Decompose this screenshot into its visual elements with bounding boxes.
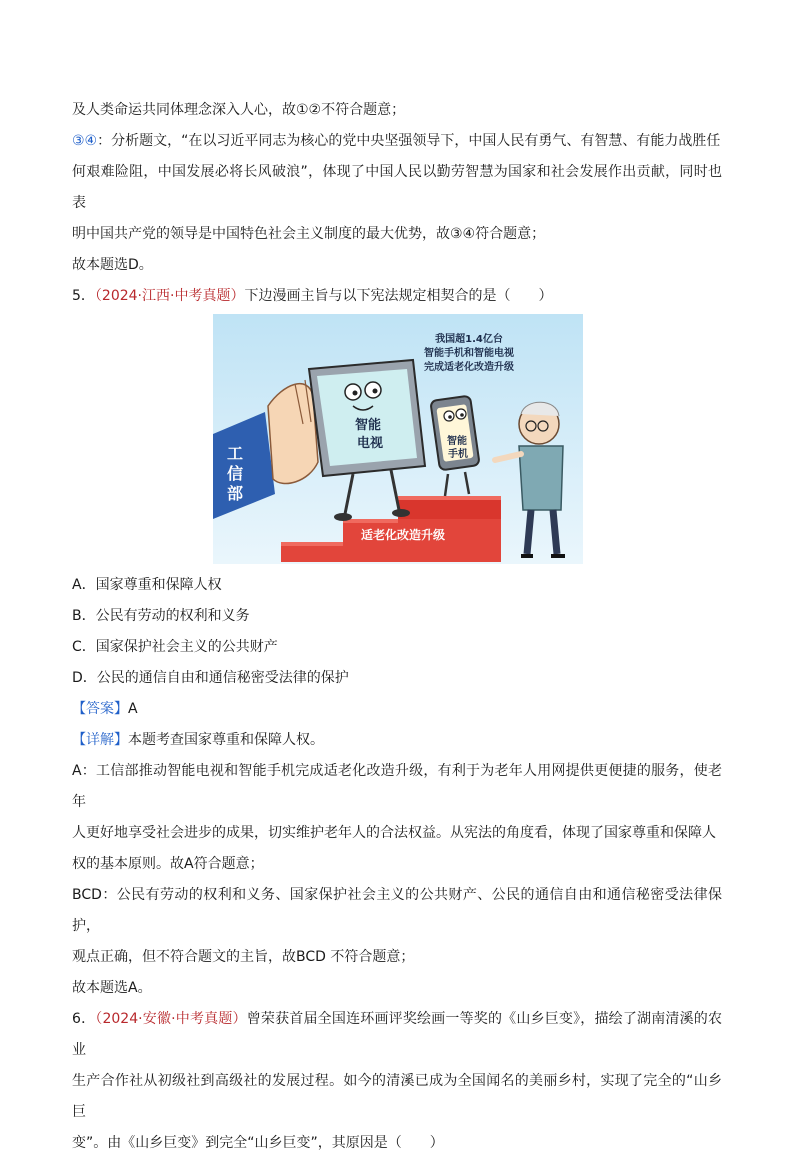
question-text: 曾荣获首届全国连环画评奖绘画一等奖的《山乡巨变》，描绘了湖南清溪的农业 xyxy=(72,1011,723,1058)
tv-label-1: 智能 xyxy=(354,418,382,433)
option-marker: ③④ xyxy=(72,133,98,149)
prev-answer-conclusion: 故本题选D。 xyxy=(72,257,153,273)
question-source: （2024·江西·中考真题） xyxy=(94,288,245,304)
cartoon-illustration xyxy=(213,314,583,564)
prev-answer-line-4: 明中国共产党的领导是中国特色社会主义制度的最大优势，故③④符合题意； xyxy=(72,226,546,242)
question-5-conclusion: 故本题选A。 xyxy=(72,980,152,996)
detail-label: 【详解】 xyxy=(72,732,128,748)
option-d: D．公民的通信自由和通信秘密受法律的保护 xyxy=(72,670,349,686)
detail-line xyxy=(72,725,722,756)
stairs-label: 适老化改造升级 xyxy=(360,528,446,542)
option-a: A．国家尊重和保障人权 xyxy=(72,577,222,593)
answer-value: A xyxy=(128,701,138,717)
explanation-a-3: 权的基本原则。故A符合题意； xyxy=(72,856,264,872)
phone-label-2: 手机 xyxy=(448,449,468,460)
hand-label-3: 部 xyxy=(226,484,244,503)
explanation-bcd-2: 观点正确，但不符合题文的主旨，故BCD 不符合题意； xyxy=(72,949,415,965)
hand-label-1: 工 xyxy=(226,444,244,463)
question-6-stem-3: 变”。由《山乡巨变》到完全“山乡巨变”，其原因是（ ） xyxy=(72,1135,444,1151)
document-page xyxy=(72,95,722,1159)
question-6-stem-2: 生产合作社从初级社到高级社的发展过程。如今的清溪已成为全国闻名的美丽乡村，实现了完全的“山乡巨 xyxy=(72,1073,722,1120)
question-5-stem xyxy=(72,281,722,312)
phone-label-1: 智能 xyxy=(447,436,467,447)
cartoon-caption-1: 我国超1.4亿台 xyxy=(435,334,503,345)
hand-label-2: 信 xyxy=(226,464,244,483)
option-b: B．公民有劳动的权利和义务 xyxy=(72,608,250,624)
detail-text: 本题考查国家尊重和保障人权。 xyxy=(128,732,324,748)
explanation-a-1: A：工信部推动智能电视和智能手机完成适老化改造升级，有利于为老年人用网提供更便捷的服务，使老年 xyxy=(72,763,722,810)
prev-answer-line-3: 何艰难险阻，中国发展必将长风破浪”，体现了中国人民以勤劳智慧为国家和社会发展作出贡献，同时也表 xyxy=(72,164,722,211)
prev-answer-line-2-text: ：分析题文，“在以习近平同志为核心的党中央坚强领导下，中国人民有勇气、有智慧、有能力战胜任 xyxy=(97,133,721,149)
cartoon-caption-2: 智能手机和智能电视 xyxy=(424,348,514,359)
question-6-stem-1 xyxy=(72,1004,722,1066)
prev-answer-line-1: 及人类命运共同体理念深入人心，故①②不符合题意； xyxy=(72,102,406,118)
answer-line xyxy=(72,694,722,725)
question-number: 5． xyxy=(72,288,95,304)
question-source: （2024·安徽·中考真题） xyxy=(95,1011,247,1027)
question-text: 下边漫画主旨与以下宪法规定相契合的是（ ） xyxy=(244,288,553,304)
cartoon-caption-3: 完成适老化改造升级 xyxy=(424,362,514,373)
answer-label: 【答案】 xyxy=(72,701,128,717)
cartoon-image xyxy=(213,314,583,564)
tv-label-2: 电视 xyxy=(356,436,384,451)
explanation-a-2: 人更好地享受社会进步的成果，切实维护老年人的合法权益。从宪法的角度看，体现了国家尊重和保障人 xyxy=(72,825,716,841)
option-c: C．国家保护社会主义的公共财产 xyxy=(72,639,278,655)
prev-answer-line-2 xyxy=(72,126,722,157)
question-number: 6． xyxy=(72,1011,96,1027)
explanation-bcd-1: BCD：公民有劳动的权利和义务、国家保护社会主义的公共财产、公民的通信自由和通信秘密受法律保护， xyxy=(72,887,722,934)
